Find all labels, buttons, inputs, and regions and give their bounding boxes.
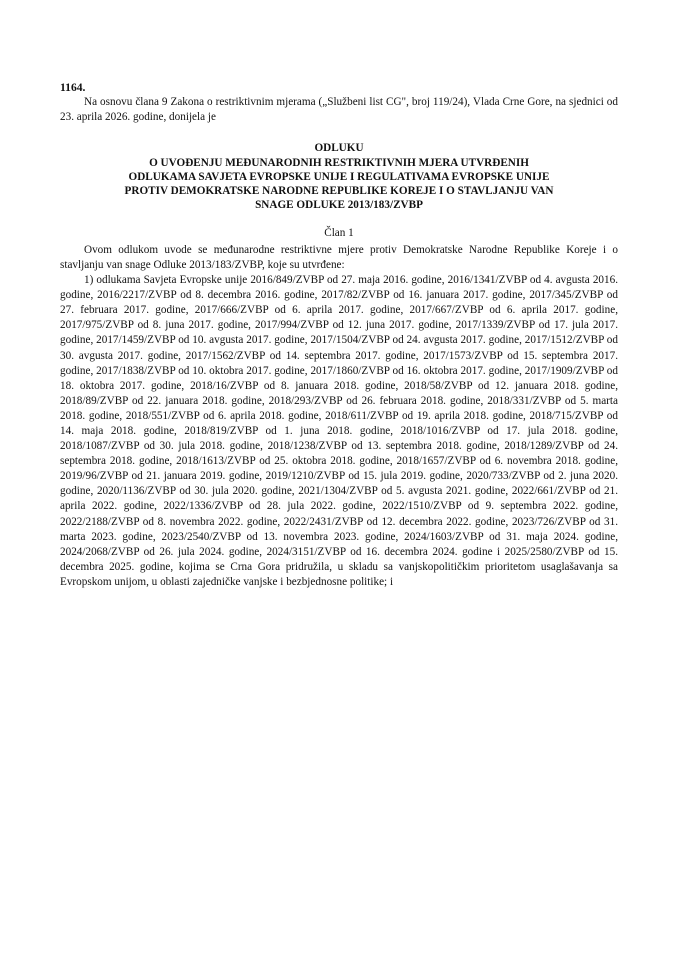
title-line: ODLUKU: [314, 142, 364, 155]
document-page: [60, 80, 618, 590]
title-line: PROTIV DEMOKRATSKE NARODNE REPUBLIKE KOREJE I O STAVLJANJU VAN: [124, 185, 554, 198]
title-line: ODLUKAMA SAVJETA EVROPSKE UNIJE I REGULATIVAMA EVROPSKE UNIJE: [128, 170, 550, 183]
decision-number: 1164.: [60, 81, 86, 94]
article-heading: Član 1: [324, 226, 354, 239]
article-paragraph-2: 1) odlukama Savjeta Evropske unije 2016/849/ZVBP od 27. maja 2016. godine, 2016/1341/ZVBP od 4. avgusta 2016. godine, 2016/2217/ZVBP od 8. decembra 2016. godine, 2017/82/ZVBP od 16. januara 2017. godine, 2017/345/ZVBP od 27. februara 2017. godine, 2017/666/ZVBP od 6. aprila 2017. godine, 2017/667/ZVBP od 6. aprila 2017. godine, 2017/975/ZVBP od 8. juna 2017. godine, 2017/994/ZVBP od 12. juna 2017. godine, 2017/1339/ZVBP od 17. jula 2017. godine, 2017/1459/ZVBP od 10. avgusta 2017. godine, 2017/1504/ZVBP od 24. avgusta 2017. godine, 2017/1512/ZVBP od 30. avgusta 2017. godine, 2017/1562/ZVBP od 14. septembra 2017. godine, 2017/1573/ZVBP od 15. septembra 2017. godine, 2017/1838/ZVBP od 10. oktobra 2017. godine, 2017/1860/ZVBP od 16. oktobra 2017. godine, 2017/1909/ZVBP od 18. oktobra 2017. godine, 2018/16/ZVBP od 8. januara 2018. godine, 2018/58/ZVBP od 12. januara 2018. godine, 2018/89/ZVBP od 22. januara 2018. godine, 2018/293/ZVBP od 26. februara 2018. godine, 2018/331/ZVBP od 5. marta 2018. godine, 2018/551/ZVBP od 6. aprila 2018. godine, 2018/611/ZVBP od 19. aprila 2018. godine, 2018/715/ZVBP od 14. maja 2018. godine, 2018/819/ZVBP od 1. juna 2018. godine, 2018/1016/ZVBP od 17. jula 2018. godine, 2018/1087/ZVBP od 30. jula 2018. godine, 2018/1238/ZVBP od 13. septembra 2018. godine, 2018/1289/ZVBP od 24. septembra 2018. godine, 2018/1613/ZVBP od 25. oktobra 2018. godine, 2018/1657/ZVBP od 6. novembra 2018. godine, 2019/96/ZVBP od 21. januara 2019. godine, 2019/1210/ZVBP od 15. jula 2019. godine, 2020/733/ZVBP od 2. juna 2020. godine, 2020/1136/ZVBP od 30. jula 2020. godine, 2021/1304/ZVBP od 5. avgusta 2021. godine, 2022/661/ZVBP od 21. aprila 2022. godine, 2022/1336/ZVBP od 28. jula 2022. godine, 2022/1510/ZVBP od 9. septembra 2022. godine, 2022/2188/ZVBP od 8. novembra 2022. godine, 2022/2431/ZVBP od 12. decembra 2022. godine, 2023/726/ZVBP od 31. marta 2023. godine, 2023/2540/ZVBP od 13. novembra 2023. godine, 2024/1603/ZVBP od 31. maja 2024. godine, 2024/2068/ZVBP od 26. jula 2024. godine, 2024/3151/ZVBP od 16. decembra 2024. godine i 2025/2580/ZVBP od 15. decembra 2025. godine, kojima se Crna Gora pridružila, u skladu sa vanjskopolitičkim prioritetom usaglašavanja sa Evropskom unijom, u oblasti zajedničke vanjske i bezbjednosne politike; i: [60, 274, 618, 588]
decision-title: [60, 141, 618, 212]
article-paragraph-1: Ovom odlukom uvode se međunarodne restriktivne mjere protiv Demokratske Narodne Republike Koreje i o stavljanju van snage Odluke 2013/183/ZVBP, koje su utvrđene:: [60, 243, 618, 271]
intro-paragraph: Na osnovu člana 9 Zakona o restriktivnim mjerama („Službeni list CG", broj 119/24), Vlada Crne Gore, na sjednici od 23. aprila 2026. godine, donijela je: [60, 96, 618, 124]
title-line: O UVOĐENJU MEĐUNARODNIH RESTRIKTIVNIH MJERA UTVRĐENIH: [149, 156, 529, 169]
title-line: SNAGE ODLUKE 2013/183/ZVBP: [255, 199, 423, 212]
